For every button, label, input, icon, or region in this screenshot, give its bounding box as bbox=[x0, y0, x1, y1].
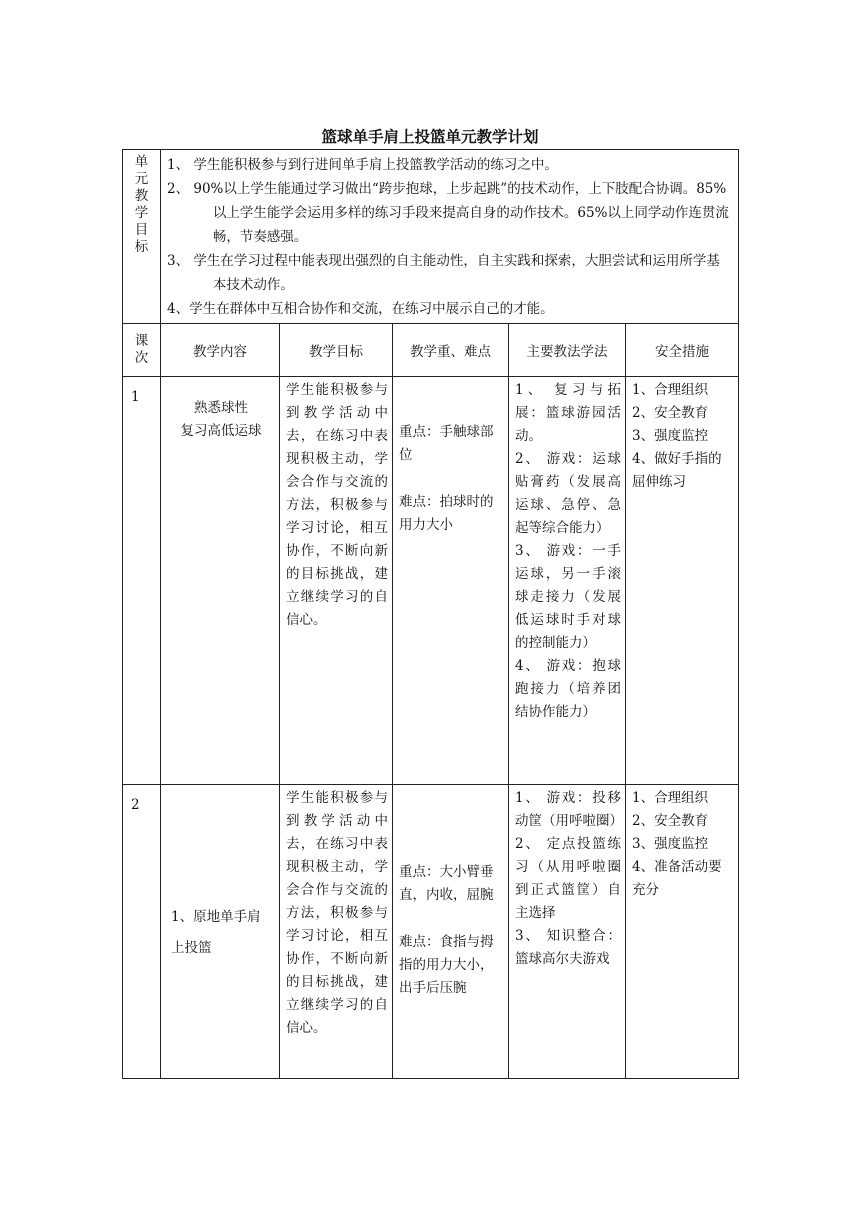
header-lesson-text: 课次 bbox=[134, 333, 149, 366]
content-line: 上投篮 bbox=[171, 939, 212, 956]
header-content: 教学内容 bbox=[161, 324, 280, 377]
method-item: 2、 定点投篮练习（从用呼啦圈到正式篮筐）自主选择 bbox=[515, 836, 621, 921]
safety-item: 4、做好手指的屈伸练习 bbox=[632, 451, 722, 490]
lesson-methods bbox=[509, 785, 626, 1079]
unit-goals-label bbox=[123, 150, 161, 324]
content-line: 1、原地单手肩 bbox=[171, 908, 261, 925]
header-methods: 主要教法学法 bbox=[509, 324, 626, 377]
unit-goal-item: 3、 学生在学习过程中能表现出强烈的自主能动性，自主实践和探索，大胆尝试和运用所学基本技术动作。 bbox=[167, 253, 720, 293]
lesson-objective: 学生能积极参与到教学活动中去，在练习中表现积极主动，学会合作与交流的方法，积极参与学习讨论，相互协作，不断向新的目标挑战，建立继续学习的自信心。 bbox=[280, 785, 393, 1079]
method-item: 3、 游戏：一手运球，另一手滚球走接力（发展低运球时手对球的控制能力） bbox=[515, 543, 621, 651]
difficulty: 难点：拍球时的用力大小 bbox=[399, 494, 494, 533]
unit-goals-row bbox=[123, 150, 739, 324]
table-header-row bbox=[123, 324, 739, 377]
difficulty: 难点：食指与拇指的用力大小，出手后压腕 bbox=[399, 934, 494, 996]
lesson-objective: 学生能积极参与到教学活动中去，在练习中表现积极主动，学会合作与交流的方法，积极参与学习讨论，相互协作，不断向新的目标挑战，建立继续学习的自信心。 bbox=[280, 377, 393, 785]
method-item: 1、 游戏：投移动筐（用呼啦圈） bbox=[515, 790, 623, 829]
lesson-plan-table bbox=[122, 149, 739, 1079]
lesson-key-points bbox=[393, 785, 509, 1079]
lesson-safety bbox=[626, 785, 739, 1079]
unit-goal-item: 4、学生在群体中互相合协作和交流，在练习中展示自己的才能。 bbox=[167, 301, 554, 317]
method-item: 3、 知识整合：篮球高尔夫游戏 bbox=[515, 928, 621, 967]
unit-goals-label-text: 单元教学目标 bbox=[134, 154, 149, 255]
method-item: 1、 复习与拓展：篮球游园活动。 bbox=[515, 382, 621, 444]
key-point: 重点：手触球部位 bbox=[399, 424, 494, 463]
table-row bbox=[123, 377, 739, 785]
safety-item: 1、合理组织 bbox=[632, 382, 709, 398]
safety-item: 1、合理组织 bbox=[632, 790, 709, 806]
header-safety: 安全措施 bbox=[626, 324, 739, 377]
safety-item: 2、安全教育 bbox=[632, 813, 709, 829]
header-lesson bbox=[123, 324, 161, 377]
safety-item: 3、强度监控 bbox=[632, 836, 709, 852]
unit-goal-item: 1、 学生能积极参与到行进间单手肩上投篮教学活动的练习之中。 bbox=[167, 157, 558, 173]
lesson-number: 1 bbox=[123, 377, 161, 785]
safety-item: 3、强度监控 bbox=[632, 428, 709, 444]
lesson-content bbox=[161, 377, 280, 785]
header-key-points: 教学重、难点 bbox=[393, 324, 509, 377]
unit-goal-item: 2、 90%以上学生能通过学习做出“跨步抱球，上步起跳”的技术动作，上下肢配合协调。85%以上学生能学会运用多样的练习手段来提高自身的动作技术。65%以上同学动作连贯流畅，节奏感强。 bbox=[167, 181, 729, 245]
method-item: 4、 游戏：抱球跑接力（培养团结协作能力） bbox=[515, 658, 621, 720]
unit-goals-cell bbox=[161, 150, 739, 324]
page-title: 篮球单手肩上投篮单元教学计划 bbox=[321, 128, 539, 146]
safety-item: 2、安全教育 bbox=[632, 405, 709, 421]
content-line: 熟悉球性 bbox=[194, 400, 248, 416]
lesson-key-points bbox=[393, 377, 509, 785]
table-row bbox=[123, 785, 739, 1079]
lesson-methods bbox=[509, 377, 626, 785]
key-point: 重点：大小臂垂直，内收，屈腕 bbox=[399, 864, 494, 903]
method-item: 2、 游戏：运球贴膏药（发展高运球、急停、急起等综合能力） bbox=[515, 451, 621, 536]
safety-item: 4、准备活动要充分 bbox=[632, 859, 722, 898]
content-line: 复习高低运球 bbox=[180, 423, 262, 439]
lesson-safety bbox=[626, 377, 739, 785]
lesson-number: 2 bbox=[123, 785, 161, 1079]
header-objective: 教学目标 bbox=[280, 324, 393, 377]
lesson-content bbox=[161, 785, 280, 1079]
